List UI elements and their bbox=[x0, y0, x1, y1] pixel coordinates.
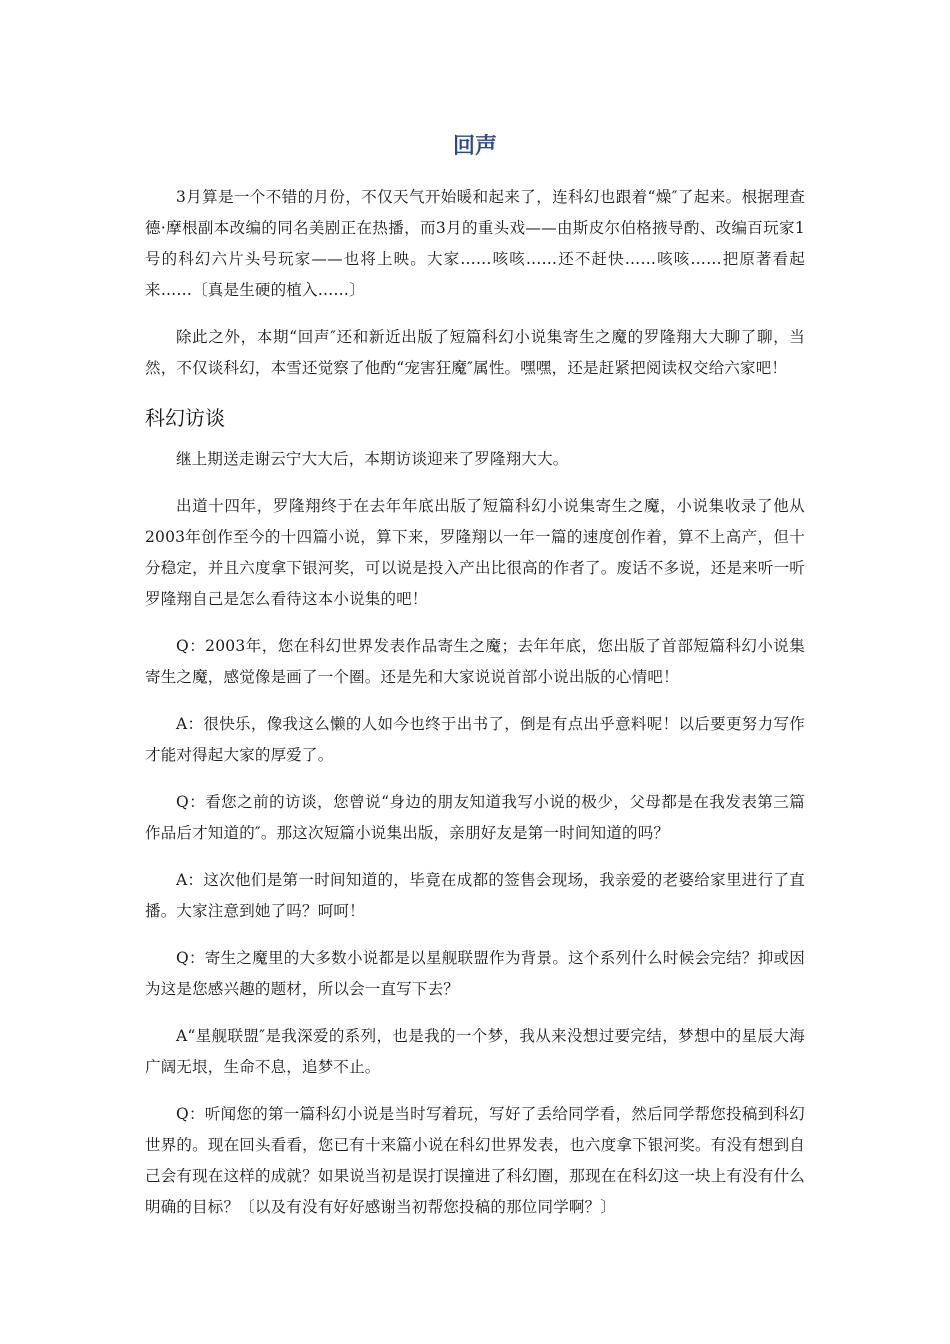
interview-paragraph: 继上期送走谢云宁大大后，本期访谈迎来了罗隆翔大大。 bbox=[176, 450, 569, 468]
interview-question: Q：2003年，您在科幻世界发表作品寄生之魔；去年年底，您出版了首部短篇科幻小说集寄生之魔，感觉像是画了一个圈。还是先和大家说说首部小说出版的心情吧！ bbox=[145, 637, 805, 686]
intro-paragraph: 3月算是一个不错的月份，不仅天气开始暖和起来了，连科幻也跟着“燥″了起来。根据理查德·摩根副本改编的同名美剧正在热播，而3月的重头戏——由斯皮尔伯格掖导酌、改编百玩家1号的科幻六片头号玩家——也将上映。大家……咳咳……还不赶快……咳咳……把原著看起来……〔真是生硬的植入……〕 bbox=[145, 188, 805, 299]
interview-question: Q：寄生之魔里的大多数小说都是以星舰联盟作为背景。这个系列什么时候会完结？抑或因为这是您感兴趣的题材，所以会一直写下去？ bbox=[145, 949, 805, 998]
page-title: 回声 bbox=[452, 134, 497, 159]
section-heading: 科幻访谈 bbox=[145, 406, 225, 430]
interview-answer: A“星舰联盟″是我深爱的系列，也是我的一个梦，我从来没想过要完结，梦想中的星辰大海广阔无垠，生命不息，追梦不止。 bbox=[145, 1027, 805, 1076]
interview-question: Q：听闻您的第一篇科幻小说是当时写着玩，写好了丢给同学看，然后同学帮您投稿到科幻世界的。现在回头看看，您已有十来篇小说在科幻世界发表，也六度拿下银河奖。有没有想到自己会有现在这样的成就？如果说当初是误打误撞进了科幻圈，那现在在科幻这一块上有没有什么明确的目标？〔以及有没有好好感谢当初帮您投稿的那位同学啊？〕 bbox=[145, 1105, 805, 1216]
intro-paragraph: 除此之外，本期“回声″还和新近出版了短篇科幻小说集寄生之魔的罗隆翔大大聊了聊，当然，不仅谈科幻，本雪还觉察了他酌“宠害狂魔″属性。嘿嘿，还是赶紧把阅读权交给六家吧！ bbox=[145, 328, 805, 377]
document-page bbox=[145, 128, 805, 1239]
interview-question: Q：看您之前的访谈，您曾说“身边的朋友知道我写小说的极少，父母都是在我发表第三篇作品后才知道的″。那这次短篇小说集出版，亲朋好友是第一时间知道的吗？ bbox=[145, 793, 805, 842]
interview-answer: A：这次他们是第一时间知道的，毕竟在成都的签售会现场，我亲爱的老婆给家里进行了直播。大家注意到她了吗？呵呵！ bbox=[145, 871, 805, 920]
interview-answer: A：很快乐，像我这么懒的人如今也终于出书了，倒是有点出乎意料呢！以后要更努力写作才能对得起大家的厚爱了。 bbox=[145, 715, 805, 764]
interview-paragraph: 出道十四年，罗隆翔终于在去年年底出版了短篇科幻小说集寄生之魔，小说集收录了他从2003年创作至今的十四篇小说，算下来，罗隆翔以一年一篇的速度创作着，算不上高产，但十分稳定，并且六度拿下银河奖，可以说是投入产出比很高的作者了。废话不多说，还是来听一听罗隆翔自己是怎么看待这本小说集的吧！ bbox=[145, 497, 805, 608]
